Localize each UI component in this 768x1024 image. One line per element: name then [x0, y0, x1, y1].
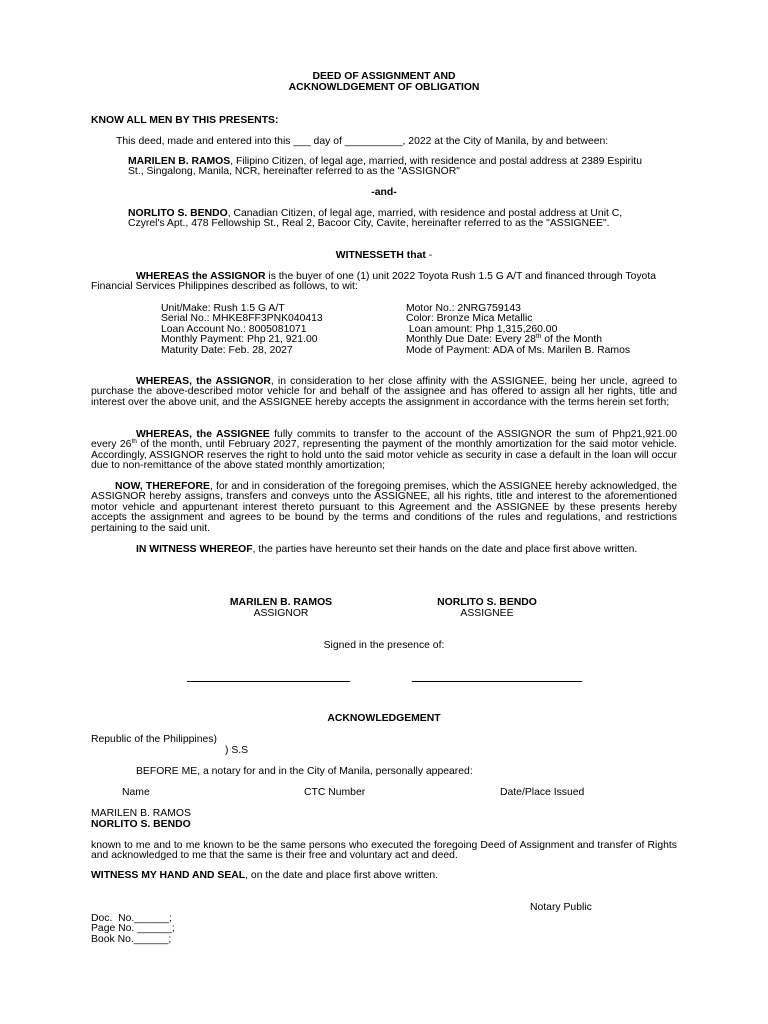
acknowledgement-heading: ACKNOWLEDGEMENT — [327, 713, 441, 724]
header-name: Name — [122, 787, 150, 798]
before-me-text: BEFORE ME, a notary for and in the City of Manila, personally appeared: — [136, 766, 473, 777]
document-title — [0, 72, 768, 94]
vehicle-unit-make: Unit/Make: Rush 1.5 G A/T — [161, 303, 285, 314]
republic-line: Republic of the Philippines) — [91, 734, 217, 745]
notary-public-label: Notary Public — [530, 902, 592, 913]
due-date-rest: of the Month — [541, 334, 603, 346]
title-line-1: DEED OF ASSIGNMENT AND — [312, 71, 456, 82]
vehicle-serial-no: Serial No.: MHKE8FF3PNK040413 — [161, 313, 323, 325]
witnesseth-bold: WITNESSETH that — [335, 250, 426, 261]
whereas1-bold: WHEREAS the ASSIGNOR — [136, 271, 266, 282]
vehicle-loan-account: Loan Account No.: 8005081071 — [161, 323, 307, 335]
whereas3-text-a: fully commits to transfer to the account of the ASSIGNOR the sum of Php21,921.00 every 26 — [91, 429, 677, 451]
vehicle-monthly-payment: Monthly Payment: Php 21, 921.00 — [161, 334, 318, 346]
witness-hand-text: , on the date and place first above written. — [245, 870, 439, 881]
whereas3-text-b: of the month, until February 2027, representing the payment of the monthly amortization for the said motor vehicle. Accordingly, ASSIGNOR reserves the right to hold unto the said motor vehicle as security in case a default in the loan will occur due to non-remittance of the above stated monthly amortization; — [91, 439, 677, 472]
vehicle-loan-amount: Loan amount: Php 1,315,260.00 — [406, 323, 558, 335]
now-therefore-paragraph — [91, 482, 677, 534]
signature-block-assignor — [206, 598, 356, 620]
whereas1-text: is the buyer of one (1) unit 2022 Toyota Rush 1.5 G A/T and financed through Toyota Financial Services Philippines described as follows, to wit: — [91, 271, 656, 293]
header-ctc-number: CTC Number — [304, 787, 366, 798]
in-witness-text: , the parties have hereunto set their hands on the date and place first above written. — [252, 544, 638, 555]
in-witness-paragraph — [91, 545, 677, 555]
header-date-place: Date/Place Issued — [500, 787, 585, 798]
assignor-role: ASSIGNOR — [253, 608, 309, 620]
vehicle-details-left — [161, 304, 323, 356]
witness-hand-paragraph — [91, 871, 438, 881]
now-therefore-bold: NOW, THEREFORE — [115, 481, 210, 492]
party1-text: , Filipino Citizen, of legal age, married, with residence and postal address at 2389 Espiritu St., Singalong, Manila, NCR, hereinafter referred to as the "ASSIGNOR" — [128, 156, 642, 178]
know-all-heading: KNOW ALL MEN BY THIS PRESENTS: — [91, 115, 279, 126]
whereas1-paragraph — [91, 272, 677, 293]
in-witness-bold: IN WITNESS WHEREOF — [136, 544, 253, 555]
vehicle-mode-of-payment: Mode of Payment: ADA of Ms. Marilen B. Ramos — [406, 344, 631, 356]
whereas3-paragraph — [91, 430, 677, 472]
assignee-name: NORLITO S. BENDO — [437, 597, 537, 608]
witnesseth-rest: - — [425, 250, 433, 261]
now-therefore-text: , for and in consideration of the foregoing premises, which the ASSIGNEE hereby acknowledged, the ASSIGNOR hereby assigns, transfers and conveys unto the ASSIGNEE, all his rights, title and interest to the aforementioned motor vehicle and appurtenant interest thereto pursuant to this Agreement and the ASSIGNEE by these presents hereby accepts the assignment and agrees to be bound by the terms and conditions of the rules and regulations, and restrictions pertaining to the said unit. — [91, 481, 677, 534]
and-separator: -and- — [371, 187, 397, 198]
appeared-person-1: MARILEN B. RAMOS — [91, 808, 191, 819]
due-date-sup: th — [535, 333, 542, 341]
party1-name: MARILEN B. RAMOS — [128, 156, 231, 167]
party2-name: NORLITO S. BENDO — [128, 208, 228, 219]
ss-line: ) S.S — [225, 745, 249, 756]
vehicle-motor-no: Motor No.: 2NRG759143 — [406, 303, 521, 314]
presence-text: Signed in the presence of: — [323, 640, 445, 651]
whereas3-bold: WHEREAS, the ASSIGNEE — [136, 429, 270, 440]
appeared-person-2: NORLITO S. BENDO — [91, 819, 191, 830]
party2-text: , Canadian Citizen, of legal age, married, with residence and postal address at Unit C, Czyrel's Apt., 478 Fellowship St., Real 2, Bacoor City, Cavite, hereinafter referred to as the "ASSIGNEE". — [128, 208, 623, 230]
witness-signature-line-2 — [412, 681, 582, 682]
party1-paragraph — [128, 157, 648, 178]
whereas2-bold: WHEREAS, the ASSIGNOR — [136, 376, 271, 387]
signature-block-assignee — [412, 598, 562, 620]
due-date-text: Monthly Due Date: Every 28 — [406, 334, 536, 346]
known-paragraph: known to me and to me known to be the same persons who executed the foregoing Deed of Assignment and transfer of Rights and acknowledged to me that the same is their free and voluntary act and deed. — [91, 840, 677, 862]
vehicle-details-right — [406, 304, 630, 356]
vehicle-color: Color: Bronze Mica Metallic — [406, 313, 533, 325]
assignor-name: MARILEN B. RAMOS — [229, 597, 333, 608]
witnesseth-heading — [0, 251, 768, 261]
whereas2-text: , in consideration to her close affinity with the ASSIGNEE, being her uncle, agreed to purchase the above-described motor vehicle for and behalf of the assignee and has offered to assign all her rights, title and interest over the above unit, and the ASSIGNEE hereby accepts the assignment in accordance with the terms herein set forth; — [91, 376, 677, 408]
doc-references — [91, 914, 175, 945]
intro-paragraph: This deed, made and entered into this ___ day of __________, 2022 at the City of Manila, by and between: — [116, 136, 609, 147]
whereas3-sup: th — [131, 438, 137, 446]
book-no: Book No.______; — [91, 933, 172, 945]
witness-hand-bold: WITNESS MY HAND AND SEAL — [91, 870, 246, 881]
vehicle-maturity-date: Maturity Date: Feb. 28, 2027 — [161, 344, 293, 356]
doc-no: Doc. No.______; — [91, 913, 172, 924]
assignee-role: ASSIGNEE — [460, 608, 514, 620]
page-no: Page No. ______; — [91, 923, 175, 935]
title-line-2: ACKNOWLDGEMENT OF OBLIGATION — [288, 82, 480, 94]
party2-paragraph — [128, 209, 648, 230]
witness-signature-line-1 — [187, 681, 350, 682]
whereas2-paragraph — [91, 377, 677, 408]
